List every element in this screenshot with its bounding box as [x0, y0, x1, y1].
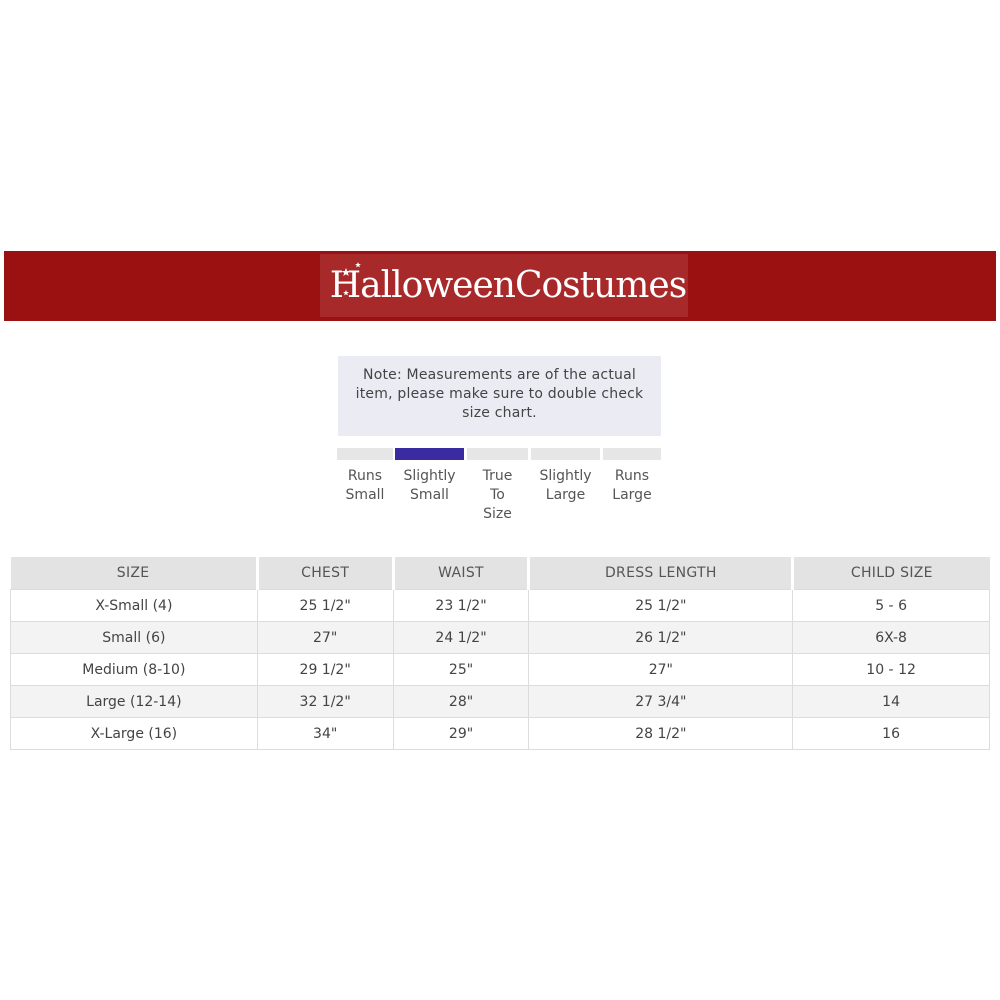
cell-chest: 34"	[257, 718, 393, 750]
cell-size: Large (12-14)	[11, 686, 258, 718]
cell-size: X-Large (16)	[11, 718, 258, 750]
cell-dress-length: 27 3/4"	[529, 686, 793, 718]
cell-waist: 28"	[393, 686, 529, 718]
fit-bar	[467, 448, 528, 460]
fit-label: Slightly Large	[539, 468, 592, 503]
cell-child-size: 6X-8	[793, 622, 990, 654]
cell-chest: 32 1/2"	[257, 686, 393, 718]
header-chest: CHEST	[257, 557, 393, 590]
cell-chest: 27"	[257, 622, 393, 654]
fit-bar	[337, 448, 393, 460]
fit-scale	[337, 448, 661, 528]
cell-chest: 25 1/2"	[257, 590, 393, 622]
table-row	[11, 718, 990, 750]
table-row	[11, 590, 990, 622]
fit-label: Slightly Small	[403, 468, 456, 503]
cell-waist: 25"	[393, 654, 529, 686]
cell-dress-length: 27"	[529, 654, 793, 686]
fit-label: Runs Large	[612, 468, 652, 503]
table-header-row	[11, 557, 990, 590]
fit-item-true-to-size	[467, 448, 528, 524]
fit-item-slightly-small	[395, 448, 464, 505]
size-chart-table	[10, 557, 990, 750]
table-row	[11, 686, 990, 718]
cell-size: Small (6)	[11, 622, 258, 654]
fit-bar	[531, 448, 600, 460]
cell-chest: 29 1/2"	[257, 654, 393, 686]
cell-child-size: 5 - 6	[793, 590, 990, 622]
fit-bar	[603, 448, 661, 460]
cell-dress-length: 28 1/2"	[529, 718, 793, 750]
cell-dress-length: 25 1/2"	[529, 590, 793, 622]
brand-logo[interactable]	[320, 254, 688, 317]
fit-item-slightly-large	[531, 448, 600, 505]
header-waist: WAIST	[393, 557, 529, 590]
cell-dress-length: 26 1/2"	[529, 622, 793, 654]
brand-name: HalloweenCostumes	[329, 265, 687, 306]
measurement-note: Note: Measurements are of the actual item, please make sure to double check size chart.	[338, 356, 661, 436]
fit-bar-active	[395, 448, 464, 460]
brand-banner	[4, 251, 996, 321]
cell-size: Medium (8-10)	[11, 654, 258, 686]
fit-label: Runs Small	[345, 468, 385, 503]
fit-item-runs-small	[337, 448, 393, 505]
cell-child-size: 14	[793, 686, 990, 718]
cell-child-size: 10 - 12	[793, 654, 990, 686]
table-row	[11, 654, 990, 686]
fit-label: True To Size	[482, 468, 513, 522]
cell-waist: 23 1/2"	[393, 590, 529, 622]
cell-child-size: 16	[793, 718, 990, 750]
table-row	[11, 622, 990, 654]
header-size: SIZE	[11, 557, 258, 590]
cell-waist: 29"	[393, 718, 529, 750]
fit-item-runs-large	[603, 448, 661, 505]
header-child-size: CHILD SIZE	[793, 557, 990, 590]
cell-waist: 24 1/2"	[393, 622, 529, 654]
cell-size: X-Small (4)	[11, 590, 258, 622]
header-dress-length: DRESS LENGTH	[529, 557, 793, 590]
